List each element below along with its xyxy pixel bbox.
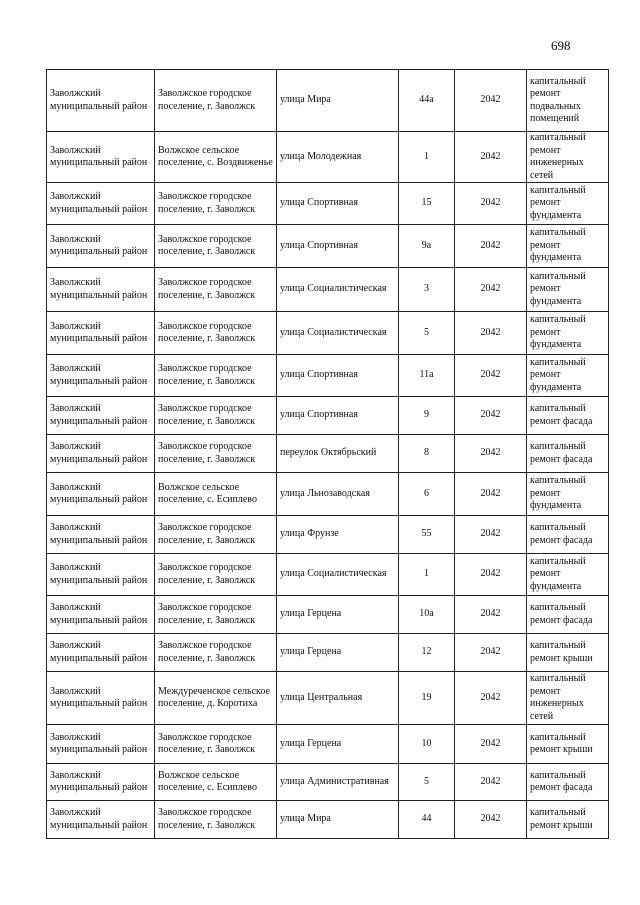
table-row bbox=[47, 70, 609, 132]
work-type-cell: капитальный ремонт фундамента bbox=[527, 183, 609, 225]
house-number-cell: 44а bbox=[399, 70, 455, 132]
settlement-cell: Заволжское городское поселение, г. Заволжск bbox=[155, 397, 277, 435]
street-cell: улица Мира bbox=[277, 801, 399, 839]
year-cell: 2042 bbox=[455, 516, 527, 554]
year-cell: 2042 bbox=[455, 397, 527, 435]
house-number-cell: 1 bbox=[399, 132, 455, 183]
settlement-cell: Заволжское городское поселение, г. Заволжск bbox=[155, 596, 277, 634]
table-row bbox=[47, 764, 609, 801]
settlement-cell: Волжское сельское поселение, с. Есиплево bbox=[155, 764, 277, 801]
work-type-cell: капитальный ремонт фундамента bbox=[527, 554, 609, 596]
house-number-cell: 10а bbox=[399, 596, 455, 634]
table-row bbox=[47, 312, 609, 355]
street-cell: улица Спортивная bbox=[277, 397, 399, 435]
settlement-cell: Волжское сельское поселение, с. Есиплево bbox=[155, 473, 277, 516]
table-body bbox=[47, 70, 609, 839]
district-cell: Заволжский муниципальный район bbox=[47, 725, 155, 764]
house-number-cell: 9 bbox=[399, 397, 455, 435]
year-cell: 2042 bbox=[455, 596, 527, 634]
year-cell: 2042 bbox=[455, 725, 527, 764]
street-cell: улица Герцена bbox=[277, 725, 399, 764]
table-row bbox=[47, 672, 609, 725]
settlement-cell: Волжское сельское поселение, с. Воздвиженье bbox=[155, 132, 277, 183]
work-type-cell: капитальный ремонт фасада bbox=[527, 596, 609, 634]
table-row bbox=[47, 268, 609, 312]
table-row bbox=[47, 355, 609, 397]
repair-schedule-table bbox=[46, 69, 609, 839]
work-type-cell: капитальный ремонт фундамента bbox=[527, 225, 609, 268]
settlement-cell: Заволжское городское поселение, г. Заволжск bbox=[155, 435, 277, 473]
district-cell: Заволжский муниципальный район bbox=[47, 473, 155, 516]
table-row bbox=[47, 554, 609, 596]
year-cell: 2042 bbox=[455, 183, 527, 225]
street-cell: улица Спортивная bbox=[277, 183, 399, 225]
table-row bbox=[47, 435, 609, 473]
district-cell: Заволжский муниципальный район bbox=[47, 435, 155, 473]
district-cell: Заволжский муниципальный район bbox=[47, 634, 155, 672]
year-cell: 2042 bbox=[455, 764, 527, 801]
house-number-cell: 44 bbox=[399, 801, 455, 839]
house-number-cell: 1 bbox=[399, 554, 455, 596]
street-cell: переулок Октябрьский bbox=[277, 435, 399, 473]
year-cell: 2042 bbox=[455, 554, 527, 596]
settlement-cell: Заволжское городское поселение, г. Заволжск bbox=[155, 268, 277, 312]
settlement-cell: Заволжское городское поселение, г. Заволжск bbox=[155, 312, 277, 355]
district-cell: Заволжский муниципальный район bbox=[47, 225, 155, 268]
year-cell: 2042 bbox=[455, 70, 527, 132]
work-type-cell: капитальный ремонт инженерных сетей bbox=[527, 132, 609, 183]
table-row bbox=[47, 132, 609, 183]
work-type-cell: капитальный ремонт крыши bbox=[527, 634, 609, 672]
district-cell: Заволжский муниципальный район bbox=[47, 312, 155, 355]
work-type-cell: капитальный ремонт фундамента bbox=[527, 312, 609, 355]
work-type-cell: капитальный ремонт крыши bbox=[527, 801, 609, 839]
work-type-cell: капитальный ремонт фасада bbox=[527, 764, 609, 801]
district-cell: Заволжский муниципальный район bbox=[47, 268, 155, 312]
settlement-cell: Заволжское городское поселение, г. Заволжск bbox=[155, 634, 277, 672]
table-row bbox=[47, 397, 609, 435]
year-cell: 2042 bbox=[455, 435, 527, 473]
table-row bbox=[47, 516, 609, 554]
house-number-cell: 10 bbox=[399, 725, 455, 764]
page-number: 698 bbox=[551, 38, 571, 53]
district-cell: Заволжский муниципальный район bbox=[47, 397, 155, 435]
house-number-cell: 5 bbox=[399, 764, 455, 801]
table-row bbox=[47, 596, 609, 634]
house-number-cell: 15 bbox=[399, 183, 455, 225]
street-cell: улица Мира bbox=[277, 70, 399, 132]
district-cell: Заволжский муниципальный район bbox=[47, 801, 155, 839]
work-type-cell: капитальный ремонт фундамента bbox=[527, 355, 609, 397]
work-type-cell: капитальный ремонт крыши bbox=[527, 725, 609, 764]
street-cell: улица Герцена bbox=[277, 596, 399, 634]
street-cell: улица Социалистическая bbox=[277, 312, 399, 355]
settlement-cell: Заволжское городское поселение, г. Заволжск bbox=[155, 801, 277, 839]
settlement-cell: Заволжское городское поселение, г. Заволжск bbox=[155, 225, 277, 268]
year-cell: 2042 bbox=[455, 312, 527, 355]
settlement-cell: Заволжское городское поселение, г. Заволжск bbox=[155, 516, 277, 554]
year-cell: 2042 bbox=[455, 473, 527, 516]
work-type-cell: капитальный ремонт подвальных помещений bbox=[527, 70, 609, 132]
house-number-cell: 8 bbox=[399, 435, 455, 473]
street-cell: улица Льнозаводская bbox=[277, 473, 399, 516]
district-cell: Заволжский муниципальный район bbox=[47, 596, 155, 634]
table-row bbox=[47, 183, 609, 225]
table-row bbox=[47, 473, 609, 516]
settlement-cell: Заволжское городское поселение, г. Заволжск bbox=[155, 70, 277, 132]
year-cell: 2042 bbox=[455, 672, 527, 725]
year-cell: 2042 bbox=[455, 225, 527, 268]
district-cell: Заволжский муниципальный район bbox=[47, 183, 155, 225]
district-cell: Заволжский муниципальный район bbox=[47, 516, 155, 554]
year-cell: 2042 bbox=[455, 132, 527, 183]
house-number-cell: 11а bbox=[399, 355, 455, 397]
house-number-cell: 55 bbox=[399, 516, 455, 554]
table-row bbox=[47, 225, 609, 268]
work-type-cell: капитальный ремонт фундамента bbox=[527, 268, 609, 312]
street-cell: улица Спортивная bbox=[277, 355, 399, 397]
house-number-cell: 5 bbox=[399, 312, 455, 355]
work-type-cell: капитальный ремонт фундамента bbox=[527, 473, 609, 516]
street-cell: улица Фрунзе bbox=[277, 516, 399, 554]
district-cell: Заволжский муниципальный район bbox=[47, 764, 155, 801]
street-cell: улица Административная bbox=[277, 764, 399, 801]
house-number-cell: 3 bbox=[399, 268, 455, 312]
settlement-cell: Заволжское городское поселение, г. Заволжск bbox=[155, 554, 277, 596]
table-row bbox=[47, 801, 609, 839]
settlement-cell: Междуреченское сельское поселение, д. Коротиха bbox=[155, 672, 277, 725]
work-type-cell: капитальный ремонт инженерных сетей bbox=[527, 672, 609, 725]
street-cell: улица Социалистическая bbox=[277, 554, 399, 596]
work-type-cell: капитальный ремонт фасада bbox=[527, 516, 609, 554]
house-number-cell: 6 bbox=[399, 473, 455, 516]
district-cell: Заволжский муниципальный район bbox=[47, 554, 155, 596]
year-cell: 2042 bbox=[455, 355, 527, 397]
house-number-cell: 12 bbox=[399, 634, 455, 672]
settlement-cell: Заволжское городское поселение, г. Заволжск bbox=[155, 725, 277, 764]
district-cell: Заволжский муниципальный район bbox=[47, 355, 155, 397]
street-cell: улица Молодежная bbox=[277, 132, 399, 183]
work-type-cell: капитальный ремонт фасада bbox=[527, 435, 609, 473]
year-cell: 2042 bbox=[455, 634, 527, 672]
street-cell: улица Спортивная bbox=[277, 225, 399, 268]
street-cell: улица Герцена bbox=[277, 634, 399, 672]
work-type-cell: капитальный ремонт фасада bbox=[527, 397, 609, 435]
settlement-cell: Заволжское городское поселение, г. Заволжск bbox=[155, 183, 277, 225]
year-cell: 2042 bbox=[455, 801, 527, 839]
district-cell: Заволжский муниципальный район bbox=[47, 672, 155, 725]
house-number-cell: 19 bbox=[399, 672, 455, 725]
district-cell: Заволжский муниципальный район bbox=[47, 70, 155, 132]
year-cell: 2042 bbox=[455, 268, 527, 312]
table-row bbox=[47, 725, 609, 764]
house-number-cell: 9а bbox=[399, 225, 455, 268]
district-cell: Заволжский муниципальный район bbox=[47, 132, 155, 183]
settlement-cell: Заволжское городское поселение, г. Заволжск bbox=[155, 355, 277, 397]
table-row bbox=[47, 634, 609, 672]
street-cell: улица Центральная bbox=[277, 672, 399, 725]
street-cell: улица Социалистическая bbox=[277, 268, 399, 312]
